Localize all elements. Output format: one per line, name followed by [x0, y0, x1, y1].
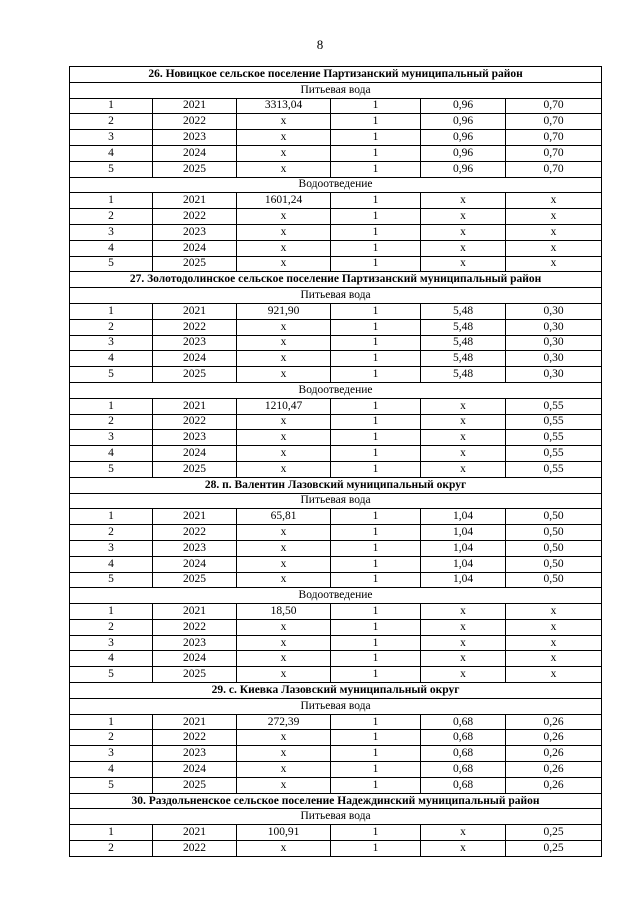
table-cell: 2025	[153, 572, 237, 588]
table-cell: 1	[331, 556, 421, 572]
section-header	[70, 272, 602, 288]
table-cell: 0,68	[421, 714, 506, 730]
table-cell: 2023	[153, 540, 237, 556]
table-cell: 1	[331, 762, 421, 778]
table-cell: 1	[331, 730, 421, 746]
table-cell: 1	[331, 525, 421, 541]
table-cell: x	[421, 825, 506, 841]
table-row	[70, 777, 602, 793]
table-cell: 1	[331, 224, 421, 240]
table-cell: 0,68	[421, 777, 506, 793]
table-cell: 1	[331, 414, 421, 430]
table-row	[70, 319, 602, 335]
table-cell: 2025	[153, 667, 237, 683]
table-cell: 5,48	[421, 303, 506, 319]
table-cell: 4	[70, 762, 153, 778]
table-cell: 2	[70, 730, 153, 746]
table-cell: x	[421, 398, 506, 414]
subsection-header	[70, 493, 602, 509]
table-cell: x	[237, 114, 331, 130]
table-cell: x	[421, 256, 506, 272]
table-cell: x	[421, 667, 506, 683]
table-cell: 2024	[153, 762, 237, 778]
table-cell: 0,26	[506, 762, 602, 778]
table-cell: 0,55	[506, 446, 602, 462]
table-cell: 1	[331, 319, 421, 335]
table-cell: 5,48	[421, 367, 506, 383]
section-title: 29. с. Киевка Лазовский муниципальный округ	[70, 683, 602, 699]
table-cell: 1	[70, 509, 153, 525]
table-cell: 1,04	[421, 572, 506, 588]
table-cell: x	[421, 193, 506, 209]
table-cell: 1	[331, 841, 421, 857]
table-cell: 0,50	[506, 509, 602, 525]
table-row	[70, 446, 602, 462]
table-cell: x	[237, 145, 331, 161]
table-row	[70, 335, 602, 351]
section-header	[70, 67, 602, 83]
table-cell: x	[506, 604, 602, 620]
table-cell: 2	[70, 414, 153, 430]
table-cell: 2024	[153, 446, 237, 462]
subsection-title: Питьевая вода	[70, 82, 602, 98]
subsection-header	[70, 288, 602, 304]
table-cell: x	[237, 240, 331, 256]
table-cell: 1,04	[421, 556, 506, 572]
table-row	[70, 572, 602, 588]
table-cell: x	[421, 446, 506, 462]
table-cell: x	[237, 161, 331, 177]
table-row	[70, 667, 602, 683]
section-title: 30. Раздольненское сельское поселение Надеждинский муниципальный район	[70, 793, 602, 809]
table-cell: 1	[331, 161, 421, 177]
table-row	[70, 619, 602, 635]
table-cell: 5	[70, 367, 153, 383]
table-cell: x	[506, 240, 602, 256]
table-cell: 1	[70, 398, 153, 414]
table-cell: 5	[70, 256, 153, 272]
table-cell: 2024	[153, 556, 237, 572]
table-cell: 1	[70, 825, 153, 841]
subsection-header	[70, 382, 602, 398]
table-cell: 2022	[153, 114, 237, 130]
table-cell: 0,25	[506, 825, 602, 841]
section-header	[70, 477, 602, 493]
table-cell: 0,70	[506, 161, 602, 177]
table-cell: x	[421, 224, 506, 240]
table-cell: 0,70	[506, 114, 602, 130]
table-cell: x	[237, 762, 331, 778]
page-number: 8	[316, 37, 324, 52]
table-cell: 0,26	[506, 777, 602, 793]
table-cell: 2023	[153, 224, 237, 240]
table-cell: 1	[331, 635, 421, 651]
table-cell: 1	[331, 777, 421, 793]
table-cell: 1	[331, 98, 421, 114]
table-cell: 1	[331, 446, 421, 462]
table-row	[70, 651, 602, 667]
table-row	[70, 509, 602, 525]
table-cell: x	[237, 635, 331, 651]
table-cell: 3	[70, 746, 153, 762]
table-cell: 2022	[153, 209, 237, 225]
table-cell: x	[506, 193, 602, 209]
table-cell: 1	[331, 667, 421, 683]
table-cell: 0,26	[506, 714, 602, 730]
table-row	[70, 351, 602, 367]
table-cell: 1	[331, 398, 421, 414]
subsection-header	[70, 177, 602, 193]
table-cell: 4	[70, 651, 153, 667]
table-cell: x	[506, 635, 602, 651]
subsection-title: Питьевая вода	[70, 493, 602, 509]
table-cell: x	[421, 651, 506, 667]
table-cell: x	[237, 256, 331, 272]
table-cell: 1	[70, 193, 153, 209]
table-row	[70, 193, 602, 209]
table-cell: x	[237, 224, 331, 240]
table-cell: 1	[331, 651, 421, 667]
table-cell: 2022	[153, 525, 237, 541]
table-cell: 2022	[153, 841, 237, 857]
table-cell: x	[421, 635, 506, 651]
table-cell: 3	[70, 335, 153, 351]
subsection-title: Водоотведение	[70, 382, 602, 398]
table-cell: 1	[331, 540, 421, 556]
table-row	[70, 98, 602, 114]
table-row	[70, 114, 602, 130]
table-row	[70, 525, 602, 541]
table-cell: 2022	[153, 619, 237, 635]
table-cell: 2021	[153, 509, 237, 525]
table-body	[70, 67, 602, 857]
table-cell: 5	[70, 161, 153, 177]
table-cell: 1	[331, 240, 421, 256]
table-cell: 1	[331, 130, 421, 146]
table-cell: 2021	[153, 98, 237, 114]
table-cell: 2	[70, 841, 153, 857]
table-cell: 4	[70, 351, 153, 367]
table-cell: 5	[70, 667, 153, 683]
table-row	[70, 540, 602, 556]
table-row	[70, 556, 602, 572]
table-cell: 2025	[153, 256, 237, 272]
table-cell: x	[237, 461, 331, 477]
table-cell: x	[421, 604, 506, 620]
table-cell: 1	[331, 746, 421, 762]
table-cell: x	[237, 556, 331, 572]
table-cell: 1	[331, 604, 421, 620]
table-row	[70, 240, 602, 256]
table-cell: 5,48	[421, 319, 506, 335]
table-cell: 2024	[153, 240, 237, 256]
table-cell: 3	[70, 635, 153, 651]
table-cell: 1	[331, 461, 421, 477]
table-cell: 5	[70, 777, 153, 793]
table-cell: x	[237, 209, 331, 225]
table-row	[70, 303, 602, 319]
table-cell: 1,04	[421, 525, 506, 541]
table-cell: x	[237, 414, 331, 430]
table-cell: 1	[331, 367, 421, 383]
table-cell: 1	[331, 303, 421, 319]
table-cell: x	[237, 572, 331, 588]
table-cell: 1	[70, 98, 153, 114]
table-cell: 4	[70, 556, 153, 572]
table-cell: 2025	[153, 461, 237, 477]
table-cell: 2025	[153, 367, 237, 383]
table-cell: x	[237, 651, 331, 667]
table-cell: 2022	[153, 319, 237, 335]
table-cell: 0,30	[506, 351, 602, 367]
table-row	[70, 224, 602, 240]
table-cell: 1	[331, 509, 421, 525]
subsection-header	[70, 588, 602, 604]
table-cell: x	[421, 240, 506, 256]
table-cell: 18,50	[237, 604, 331, 620]
table-cell: 1601,24	[237, 193, 331, 209]
table-cell: x	[237, 841, 331, 857]
table-cell: x	[237, 130, 331, 146]
subsection-header	[70, 809, 602, 825]
table-cell: 3	[70, 130, 153, 146]
table-cell: 2021	[153, 604, 237, 620]
table-row	[70, 746, 602, 762]
table-cell: 0,55	[506, 461, 602, 477]
table-cell: 0,50	[506, 572, 602, 588]
table-cell: 5,48	[421, 335, 506, 351]
section-title: 28. п. Валентин Лазовский муниципальный округ	[70, 477, 602, 493]
table-cell: 2021	[153, 193, 237, 209]
table-cell: 0,70	[506, 130, 602, 146]
table-cell: 1	[331, 430, 421, 446]
table-cell: 2025	[153, 777, 237, 793]
table-cell: x	[237, 667, 331, 683]
table-cell: 0,50	[506, 525, 602, 541]
table-row	[70, 398, 602, 414]
table-cell: 0,68	[421, 730, 506, 746]
subsection-title: Водоотведение	[70, 588, 602, 604]
table-cell: 2023	[153, 746, 237, 762]
table-cell: 2023	[153, 635, 237, 651]
table-cell: 0,96	[421, 161, 506, 177]
table-row	[70, 635, 602, 651]
table-cell: 1	[331, 825, 421, 841]
table-cell: 0,30	[506, 367, 602, 383]
table-row	[70, 430, 602, 446]
table-cell: 2022	[153, 730, 237, 746]
table-cell: 1	[331, 209, 421, 225]
table-cell: 1	[331, 114, 421, 130]
table-cell: 4	[70, 145, 153, 161]
table-cell: 4	[70, 240, 153, 256]
table-cell: 2	[70, 319, 153, 335]
table-cell: 1,04	[421, 540, 506, 556]
table-cell: 5	[70, 572, 153, 588]
table-cell: 1	[331, 572, 421, 588]
table-row	[70, 256, 602, 272]
table-cell: x	[421, 461, 506, 477]
table-row	[70, 145, 602, 161]
table-row	[70, 209, 602, 225]
table-cell: 0,68	[421, 762, 506, 778]
table-cell: 3	[70, 224, 153, 240]
table-cell: 0,26	[506, 746, 602, 762]
table-cell: 0,55	[506, 414, 602, 430]
table-cell: 2024	[153, 651, 237, 667]
table-cell: x	[237, 525, 331, 541]
table-row	[70, 730, 602, 746]
table-cell: 0,96	[421, 145, 506, 161]
table-cell: x	[506, 619, 602, 635]
table-cell: 3	[70, 430, 153, 446]
table-row	[70, 461, 602, 477]
table-cell: 0,70	[506, 145, 602, 161]
table-cell: x	[421, 414, 506, 430]
table-row	[70, 161, 602, 177]
table-row	[70, 714, 602, 730]
table-cell: 5	[70, 461, 153, 477]
table-cell: 2	[70, 525, 153, 541]
table-cell: x	[421, 430, 506, 446]
table-cell: 3	[70, 540, 153, 556]
table-cell: 0,30	[506, 303, 602, 319]
table-cell: 1	[70, 714, 153, 730]
subsection-title: Питьевая вода	[70, 809, 602, 825]
table-cell: 1	[70, 604, 153, 620]
table-cell: 1	[331, 335, 421, 351]
table-cell: 2023	[153, 130, 237, 146]
table-cell: 2021	[153, 398, 237, 414]
subsection-header	[70, 82, 602, 98]
table-cell: x	[237, 430, 331, 446]
table-cell: 2021	[153, 303, 237, 319]
table-cell: x	[237, 335, 331, 351]
section-title: 27. Золотодолинское сельское поселение Партизанский муниципальный район	[70, 272, 602, 288]
table-cell: 1	[331, 256, 421, 272]
table-row	[70, 825, 602, 841]
table-cell: x	[421, 619, 506, 635]
table-cell: 1	[70, 303, 153, 319]
table-cell: 272,39	[237, 714, 331, 730]
table-cell: 3313,04	[237, 98, 331, 114]
table-cell: x	[237, 367, 331, 383]
table-cell: 2025	[153, 161, 237, 177]
table-cell: 0,70	[506, 98, 602, 114]
section-title: 26. Новицкое сельское поселение Партизанский муниципальный район	[70, 67, 602, 83]
table-cell: 2	[70, 619, 153, 635]
table-cell: x	[237, 319, 331, 335]
table-cell: 2024	[153, 351, 237, 367]
table-row	[70, 367, 602, 383]
table-cell: 1	[331, 145, 421, 161]
table-cell: 0,68	[421, 746, 506, 762]
subsection-title: Питьевая вода	[70, 698, 602, 714]
table-cell: x	[506, 224, 602, 240]
table-cell: 0,30	[506, 319, 602, 335]
table-cell: 1210,47	[237, 398, 331, 414]
table-cell: 2021	[153, 825, 237, 841]
table-cell: x	[506, 667, 602, 683]
table-cell: 1,04	[421, 509, 506, 525]
section-header	[70, 793, 602, 809]
table-cell: x	[237, 730, 331, 746]
table-cell: x	[237, 351, 331, 367]
table-cell: 2022	[153, 414, 237, 430]
table-cell: x	[237, 446, 331, 462]
table-cell: 1	[331, 619, 421, 635]
table-row	[70, 762, 602, 778]
table-cell: 4	[70, 446, 153, 462]
table-cell: 921,90	[237, 303, 331, 319]
table-cell: x	[506, 209, 602, 225]
table-cell: 0,50	[506, 556, 602, 572]
section-header	[70, 683, 602, 699]
table-cell: 0,50	[506, 540, 602, 556]
table-row	[70, 130, 602, 146]
table-cell: 5,48	[421, 351, 506, 367]
tariff-table	[69, 66, 602, 857]
table-row	[70, 841, 602, 857]
table-cell: 2024	[153, 145, 237, 161]
table-cell: 0,30	[506, 335, 602, 351]
table-cell: x	[506, 256, 602, 272]
table-cell: 65,81	[237, 509, 331, 525]
subsection-header	[70, 698, 602, 714]
table-cell: x	[506, 651, 602, 667]
table-cell: 2023	[153, 430, 237, 446]
subsection-title: Питьевая вода	[70, 288, 602, 304]
table-cell: 0,26	[506, 730, 602, 746]
table-cell: x	[237, 619, 331, 635]
table-row	[70, 414, 602, 430]
table-cell: x	[237, 540, 331, 556]
table-cell: 1	[331, 714, 421, 730]
table-cell: 2023	[153, 335, 237, 351]
table-cell: x	[237, 746, 331, 762]
table-cell: 2	[70, 114, 153, 130]
table-cell: 100,91	[237, 825, 331, 841]
table-cell: 0,96	[421, 98, 506, 114]
table-cell: 0,55	[506, 398, 602, 414]
table-cell: 0,96	[421, 114, 506, 130]
table-row	[70, 604, 602, 620]
table-cell: x	[237, 777, 331, 793]
table-cell: 2021	[153, 714, 237, 730]
table-cell: 2	[70, 209, 153, 225]
table-cell: 0,25	[506, 841, 602, 857]
table-cell: 1	[331, 351, 421, 367]
table-cell: 1	[331, 193, 421, 209]
table-cell: 0,96	[421, 130, 506, 146]
subsection-title: Водоотведение	[70, 177, 602, 193]
table-cell: 0,55	[506, 430, 602, 446]
table-cell: x	[421, 841, 506, 857]
table-cell: x	[421, 209, 506, 225]
